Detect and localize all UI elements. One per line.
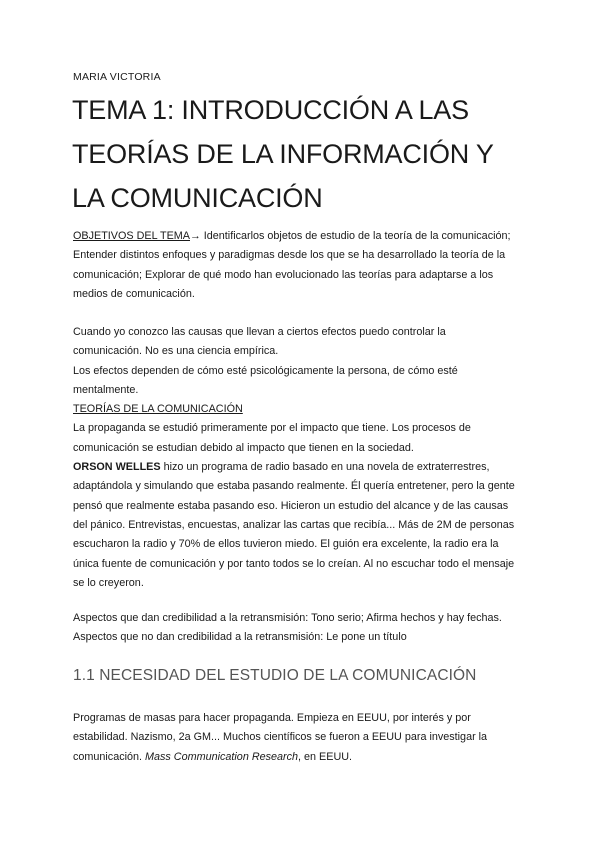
- paragraph-line: única fuente de comunicación y por tanto todos se lo creían. Al no escuchar todo el mensaje: [73, 557, 515, 570]
- paragraph-line: pensó que realmente estaba pasando eso. Hicieron un estudio del alcance y de las causas: [73, 499, 509, 512]
- line-start: comunicación.: [73, 750, 146, 763]
- paragraph-line: escucharon la radio y 70% de ellos tuvieron miedo. El guión era excelente, la radio era la: [73, 538, 499, 551]
- section-1-1-paragraph: [73, 709, 533, 767]
- objectives-paragraph: [73, 227, 533, 304]
- aspects-line: Aspectos que no dan credibilidad a la retransmisión: Le pone un título: [73, 631, 407, 644]
- theories-heading: TEORÍAS DE LA COMUNICACIÓN: [73, 403, 243, 416]
- paragraph-line: estabilidad. Nazismo, 2a GM... Muchos científicos se fueron a EEUU para investigar la: [73, 731, 488, 744]
- objectives-line: [73, 227, 533, 246]
- paragraph-line: comunicación se estudian debido al impacto que tienen en la sociedad.: [73, 441, 414, 454]
- causes-paragraph: [73, 323, 533, 593]
- objectives-line: Entender distintos enfoques y paradigmas desde los que se ha desarrollado la teoría de la: [73, 249, 506, 262]
- title-line: LA COMUNICACIÓN: [72, 183, 323, 213]
- paragraph-line: [73, 458, 533, 477]
- paragraph-line: mentalmente.: [73, 383, 139, 396]
- page-title: [72, 88, 572, 220]
- orson-welles-name: ORSON WELLES: [73, 461, 161, 474]
- title-line: TEMA 1: INTRODUCCIÓN A LAS: [72, 95, 469, 125]
- paragraph-line: La propaganda se estudió primeramente por el impacto que tiene. Los procesos de: [73, 422, 471, 435]
- paragraph-line: [73, 748, 533, 767]
- section-heading: 1.1 NECESIDAD DEL ESTUDIO DE LA COMUNICACIÓN: [73, 667, 477, 684]
- paragraph-line: del pánico. Entrevistas, encuestas, analizar las cartas que recibía... Más de 2M de personas: [73, 518, 515, 531]
- objectives-line: comunicación; Explorar de qué modo han evolucionado las teorías para adaptarse a los: [73, 268, 494, 281]
- aspects-paragraph: [73, 609, 533, 648]
- objectives-text: → Identificarlos objetos de estudio de la teoría de la comunicación;: [190, 230, 511, 242]
- paragraph-line: Los efectos dependen de cómo esté psicológicamente la persona, de cómo esté: [73, 364, 458, 377]
- paragraph-line: adaptándola y simulando que estaba pasando realmente. Él quería entretener, pero la gente: [73, 480, 515, 493]
- paragraph-line: comunicación. No es una ciencia empírica.: [73, 345, 279, 358]
- author-name: MARIA VICTORIA: [73, 71, 161, 83]
- welles-text: hizo un programa de radio basado en una novela de extraterrestres,: [160, 461, 490, 474]
- aspects-line: Aspectos que dan credibilidad a la retransmisión: Tono serio; Afirma hechos y hay fechas.: [73, 612, 502, 624]
- paragraph-line: Programas de masas para hacer propaganda. Empieza en EEUU, por interés y por: [73, 712, 471, 724]
- line-end: , en EEUU.: [298, 750, 353, 763]
- paragraph-line: se lo creyeron.: [73, 576, 144, 589]
- objectives-line: medios de comunicación.: [73, 287, 195, 300]
- paragraph-line: Cuando yo conozco las causas que llevan a ciertos efectos puedo controlar la: [73, 326, 446, 338]
- objectives-heading: OBJETIVOS DEL TEMA: [73, 230, 190, 242]
- mass-communication-research: Mass Communication Research: [145, 750, 299, 763]
- title-line: TEORÍAS DE LA INFORMACIÓN Y: [72, 139, 494, 169]
